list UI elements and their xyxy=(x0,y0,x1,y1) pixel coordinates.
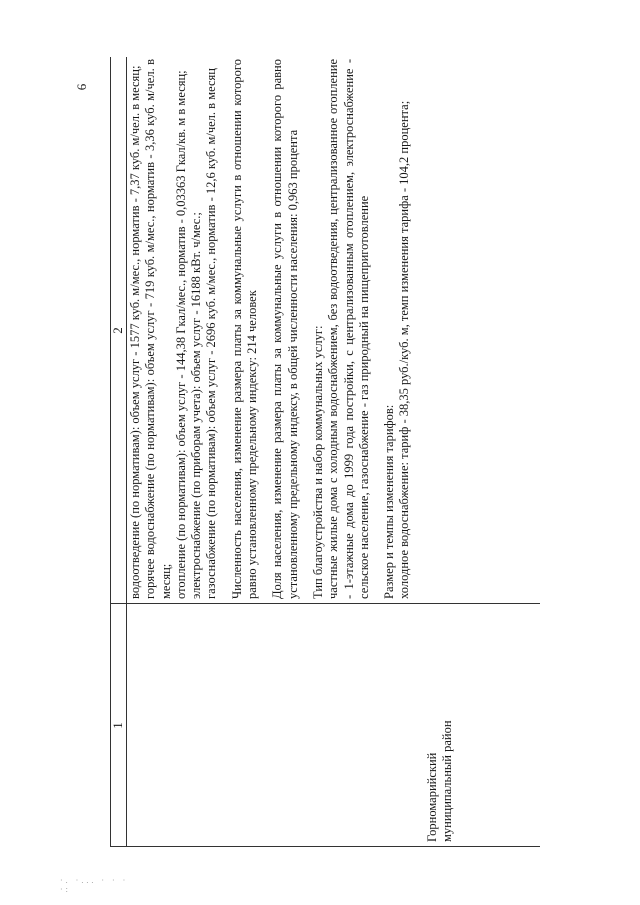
tariff-rates xyxy=(382,59,413,599)
column-divider xyxy=(110,603,540,604)
tariffs-text: холодное водоснабжение: тариф - 38,35 руб./куб. м, темп изменения тарифа - 104,2 процента; xyxy=(397,100,412,599)
improvement-type xyxy=(311,59,372,599)
improvement-heading: Тип благоустройства и набор коммунальных услуг: xyxy=(310,325,325,599)
header-row-rule xyxy=(126,57,127,847)
improvement-text: частные жилые дома с холодным водоснабжением, без водоотведения, централизованное отопление - 1-этажные дома до 1999 года постройки, с централизованным отоплением, электроснабжение - сельское население, газоснабжение - газ природный на пищеприготовление xyxy=(326,59,371,599)
column-number-1: 1 xyxy=(110,722,125,729)
service-volumes xyxy=(128,59,220,599)
population-count: Численность населения, изменение размера платы за коммунальные услуги в отношении которого равно установленному предельному индексу: 214 человек xyxy=(229,59,260,599)
district-name: Горномарийский муниципальный район xyxy=(425,720,454,842)
services-cell xyxy=(128,59,423,599)
service-line-drainage: водоотведение (по нормативам): объем услуг - 1577 куб. м/мес., норматив - 7,37 куб. м/чел. в месяц; xyxy=(128,65,142,599)
scan-specks: ·. ·... · · · ·: xyxy=(60,876,129,894)
service-line-gas: газоснабжение (по нормативам): объем услуг - 2696 куб. м/мес., норматив - 12,6 куб. м/чел. в месяц xyxy=(204,68,219,599)
page-number: 6 xyxy=(74,83,89,91)
population-share: Доля населения, изменение размера платы за коммунальные услуги в отношении которого равно установленному предельному индексу, в общей численности населения: 0,963 процента xyxy=(270,59,300,599)
service-line-electricity: электроснабжение (по приборам учета): объем услуг - 16188 кВт. ч/мес.; xyxy=(189,212,204,599)
service-line-heating: отопление (по нормативам): объем услуг - 144,38 Гкал/мес., норматив - 0,03363 Гкал/кв. м в месяц; xyxy=(173,70,188,599)
tariff-table xyxy=(110,57,540,847)
service-line-hot-water: горячее водоснабжение (по нормативам): объем услуг - 719 куб. м/мес., норматив - 3,36 куб. м/чел. в месяц; xyxy=(143,59,173,599)
tariffs-heading: Размер и темпы изменения тарифов: xyxy=(382,404,397,599)
column-number-2: 2 xyxy=(110,327,125,334)
table-left-rule xyxy=(110,846,540,847)
